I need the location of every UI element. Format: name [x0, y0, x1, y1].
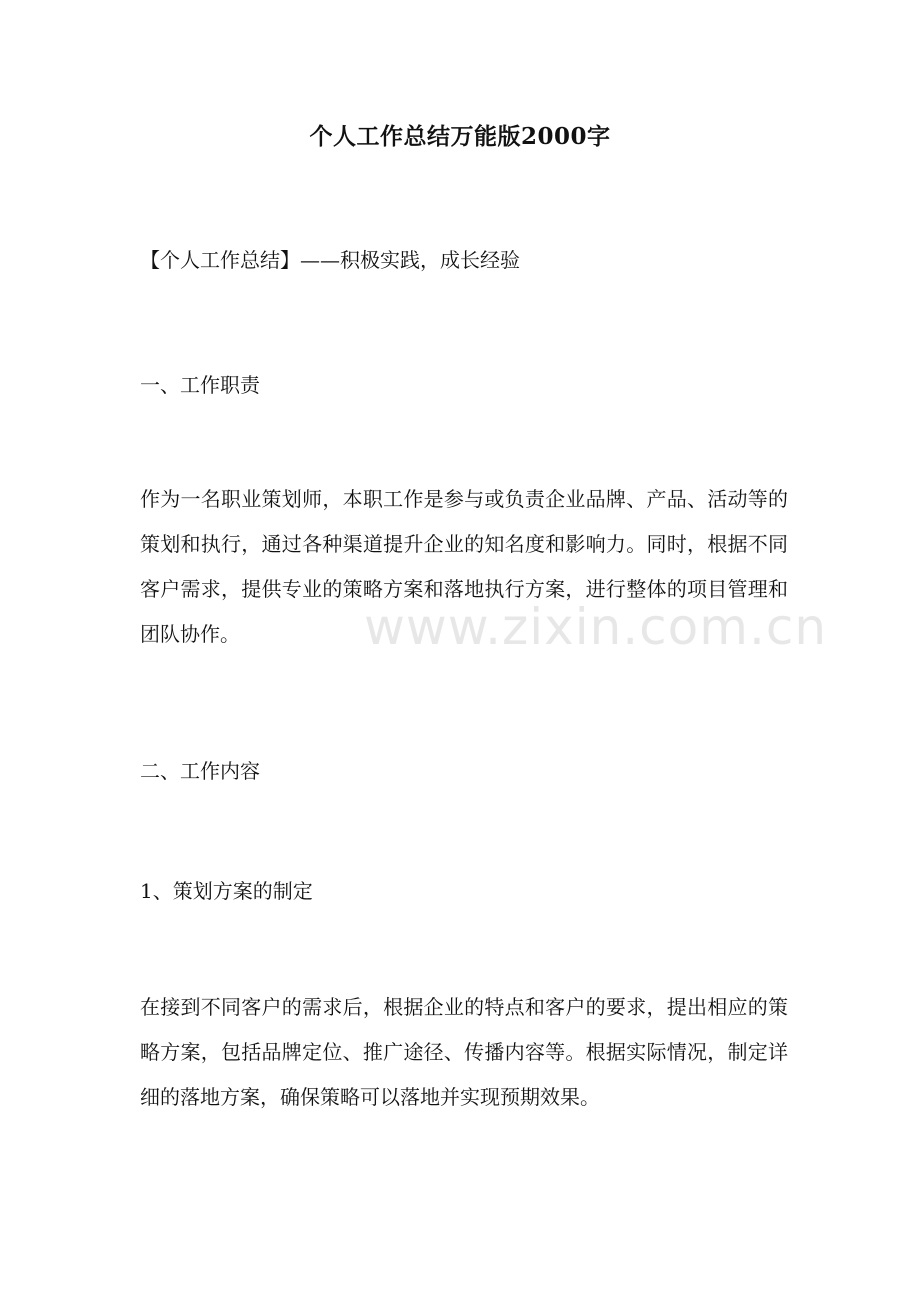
section-heading-responsibilities: 一、工作职责: [140, 373, 260, 397]
watermark-text: www.zixin.com.cn: [364, 598, 828, 656]
subsection-heading-planning: 1、策划方案的制定: [140, 879, 313, 903]
paragraph-planning: 在接到不同客户的需求后，根据企业的特点和客户的要求，提出相应的策略方案，包括品牌定位、推广途径、传播内容等。根据实际情况，制定详细的落地方案，确保策略可以落地并实现预期效果。: [140, 995, 788, 1109]
paragraph-responsibilities: 作为一名职业策划师，本职工作是参与或负责企业品牌、产品、活动等的策划和执行，通过各种渠道提升企业的知名度和影响力。同时，根据不同客户需求，提供专业的策略方案和落地执行方案，进行整体的项目管理和团队协作。: [140, 487, 788, 646]
section-heading-work-content: 二、工作内容: [140, 759, 260, 783]
page-title: 个人工作总结万能版2000字: [309, 123, 611, 150]
document-subtitle: 【个人工作总结】——积极实践，成长经验: [140, 248, 520, 272]
